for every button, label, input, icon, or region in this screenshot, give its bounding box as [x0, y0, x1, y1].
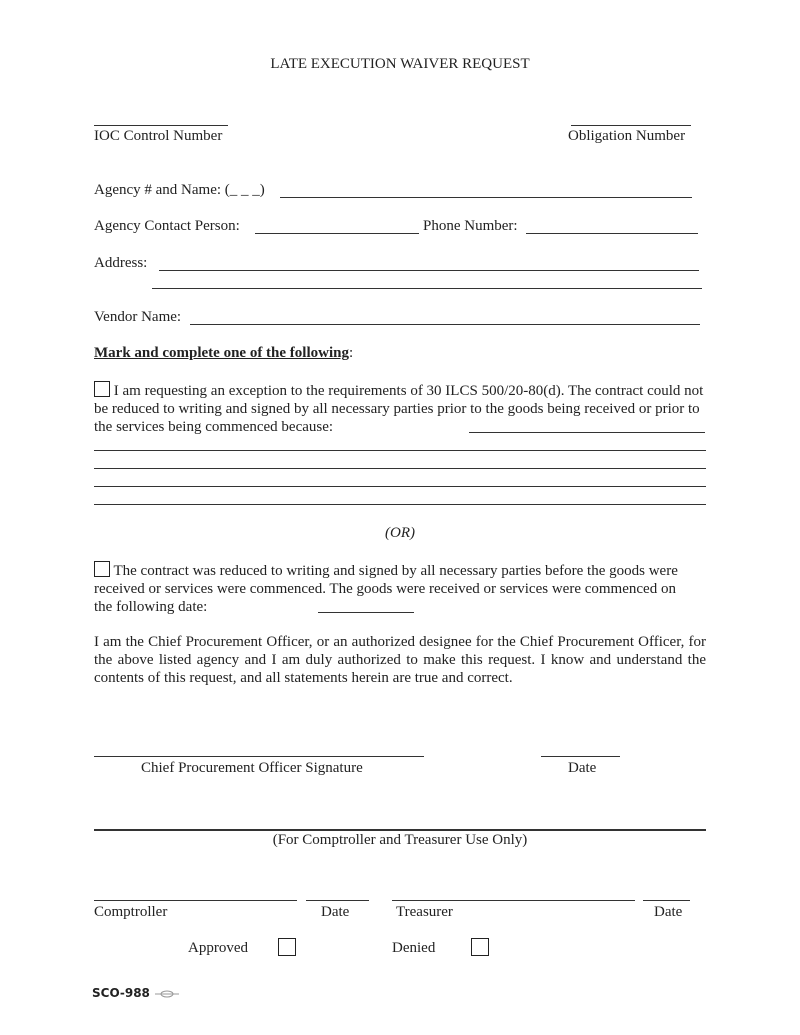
obligation-field[interactable] [571, 125, 691, 126]
option-2 [94, 561, 694, 616]
approved-label: Approved [188, 940, 248, 956]
signature-field[interactable] [94, 756, 424, 757]
agency-label: Agency # and Name: (_ _ _) [94, 182, 265, 198]
reason-field-2[interactable] [94, 468, 706, 469]
reason-field-3[interactable] [94, 486, 706, 487]
option-2-checkbox[interactable] [94, 561, 110, 577]
signature-date-label: Date [568, 760, 597, 776]
ioc-label: IOC Control Number [94, 128, 223, 144]
option-1-text: I am requesting an exception to the requirements of 30 ILCS 500/20-80(d). The contract could not be reduced to writing and signed by all necessary parties prior to the goods being received or prior to the services being commenced because: [94, 383, 704, 435]
comptroller-date-label: Date [321, 904, 350, 920]
option-1 [94, 381, 706, 436]
option-1-checkbox[interactable] [94, 381, 110, 397]
comptroller-label: Comptroller [94, 904, 168, 920]
reason-field-1[interactable] [94, 450, 706, 451]
reason-field-4[interactable] [94, 504, 706, 505]
certification-text: I am the Chief Procurement Officer, or an authorized designee for the Chief Procurement Officer, for the above listed agency and I am duly authorized to make this request. I know and understand the contents of this request, and all statements herein are true and correct. [94, 634, 706, 686]
or-label: (OR) [385, 525, 415, 541]
contact-field[interactable] [255, 233, 419, 234]
option-2-text: The contract was reduced to writing and signed by all necessary parties before the goods were received or services were commenced. The goods were received or services were commenced on the following date: [94, 563, 678, 615]
obligation-label: Obligation Number [568, 128, 686, 144]
vendor-label: Vendor Name: [94, 309, 182, 325]
ioc-field[interactable] [94, 125, 228, 126]
form-title: LATE EXECUTION WAIVER REQUEST [270, 56, 530, 72]
agency-field[interactable] [280, 197, 692, 198]
phone-label: Phone Number: [423, 218, 518, 234]
form-id: SCO-988 [92, 986, 150, 1000]
phone-field[interactable] [526, 233, 698, 234]
treasurer-label: Treasurer [396, 904, 453, 920]
approved-checkbox[interactable] [278, 938, 296, 956]
signature-date-field[interactable] [541, 756, 620, 757]
treasurer-field[interactable] [392, 900, 635, 901]
denied-checkbox[interactable] [471, 938, 489, 956]
address-field-1[interactable] [159, 270, 699, 271]
comptroller-field[interactable] [94, 900, 297, 901]
comptroller-date-field[interactable] [306, 900, 369, 901]
mark-heading-text: Mark and complete one of the following [94, 345, 349, 361]
printer-logo-icon [155, 989, 179, 999]
mark-heading-colon: : [348, 345, 354, 361]
address-label: Address: [94, 255, 148, 271]
signature-label: Chief Procurement Officer Signature [141, 760, 363, 776]
treasurer-date-field[interactable] [643, 900, 690, 901]
treasurer-date-label: Date [654, 904, 683, 920]
commenced-date-field[interactable] [318, 612, 414, 613]
use-only-divider [94, 829, 706, 831]
address-field-2[interactable] [152, 288, 702, 289]
use-only-label: (For Comptroller and Treasurer Use Only) [272, 832, 528, 848]
reason-field-0[interactable] [469, 432, 705, 433]
vendor-field[interactable] [190, 324, 700, 325]
contact-label: Agency Contact Person: [94, 218, 240, 234]
mark-heading [94, 345, 353, 362]
denied-label: Denied [392, 940, 436, 956]
